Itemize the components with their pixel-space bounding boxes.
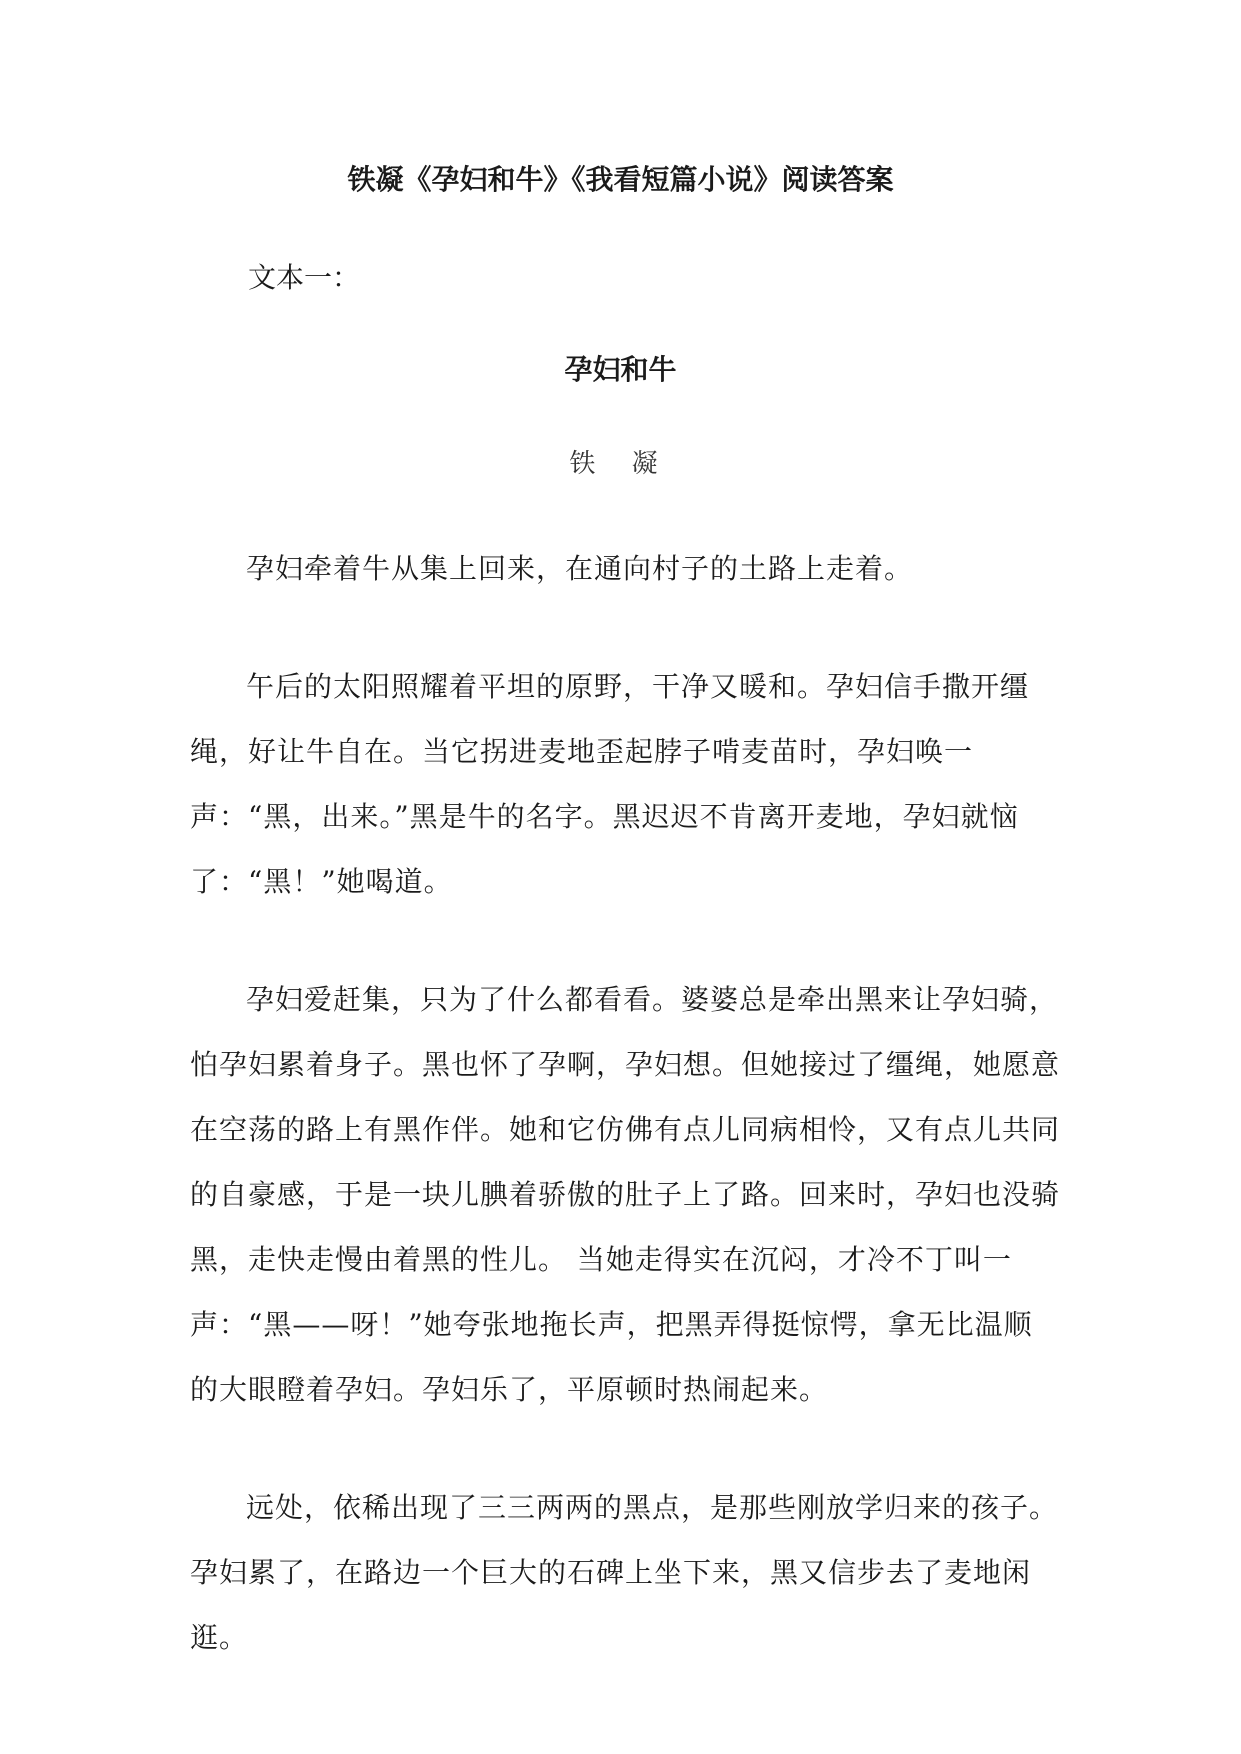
story-title: 孕妇和牛: [564, 353, 677, 386]
document-title: 铁凝《孕妇和牛》《我看短篇小说》阅读答案: [347, 163, 894, 196]
paragraph-3: 孕妇爱赶集，只为了什么都看看。婆婆总是牵出黑来让孕妇骑，怕孕妇累着身子。黑也怀了孕啊，孕妇想。但她接过了缰绳，她愿意在空荡的路上有黑作伴。她和它仿佛有点儿同病相怜，又有点儿共同的自豪感，于是一块儿腆着骄傲的肚子上了路。回来时，孕妇也没骑黑，走快走慢由着黑的性儿。 当她走得实在沉闷，才冷不丁叫一声：“黑——呀！”她夸张地拖长声，把黑弄得挺惊愕，拿无比温顺的大眼瞪着孕妇。孕妇乐了，平原顿时热闹起来。: [190, 983, 1061, 1406]
paragraph-2: 午后的太阳照耀着平坦的原野，干净又暖和。孕妇信手撒开缰绳，好让牛自在。当它拐进麦地歪起脖子啃麦苗时，孕妇唤一声：“黑，出来。”黑是牛的名字。黑迟迟不肯离开麦地，孕妇就恼了：“黑！”她喝道。: [190, 670, 1030, 898]
paragraph-4: 远处，依稀出现了三三两两的黑点，是那些刚放学归来的孩子。孕妇累了，在路边一个巨大的石碑上坐下来，黑又信步去了麦地闲逛。: [190, 1491, 1059, 1654]
paragraph-1: 孕妇牵着牛从集上回来，在通向村子的土路上走着。: [246, 552, 914, 585]
story-body: [190, 536, 1060, 1723]
section-label: 文本一：: [248, 261, 361, 294]
author-name: 铁 凝: [569, 449, 672, 479]
